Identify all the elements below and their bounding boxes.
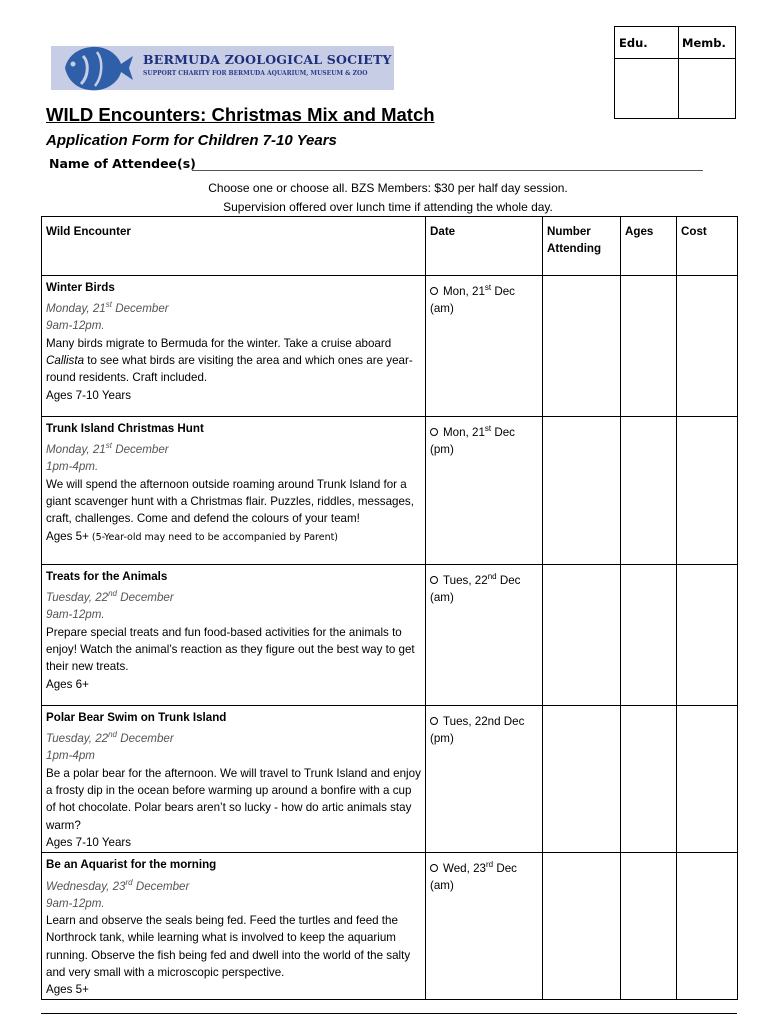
session-date: Tues, 22 [443,573,488,587]
encounter-row [42,276,738,417]
cost-cell[interactable] [677,417,738,565]
radio-circle-icon[interactable] [430,864,438,872]
session-option[interactable] [430,420,538,441]
encounter-ages-text: Ages 5+ [46,983,89,997]
encounter-time: 9am-12pm. [46,608,105,622]
logo-title: BERMUDA ZOOLOGICAL SOCIETY [143,52,392,67]
cost-cell[interactable] [677,706,738,853]
session-option[interactable] [430,568,538,589]
cost-cell[interactable] [677,565,738,706]
encounter-time: 1pm-4pm. [46,460,99,474]
col-header-number-line2: Attending [547,242,602,256]
encounter-day [46,437,421,458]
radio-circle-icon[interactable] [430,717,438,725]
session-date-month: Dec [493,862,517,876]
office-use-box [614,26,736,119]
encounter-day [46,874,421,895]
number-attending-cell[interactable] [543,565,621,706]
encounter-ages-text: Ages 6+ [46,677,89,691]
encounter-description [46,912,421,981]
encounter-details [42,276,426,417]
number-attending-cell[interactable] [543,706,621,853]
encounter-description-text: Be a polar bear for the afternoon. We will travel to Trunk Island and enjoy a frosty dip in the ocean before warming up around a bonfire with a cup of hot chocolate. Polar bears aren’t so lucky - how do artic animals stay warm? [46,766,421,832]
session-date-month: Dec [496,573,521,587]
encounter-ages-text: Ages 7-10 Years [46,388,132,402]
encounter-day-suffix: nd [108,730,117,740]
ages-cell[interactable] [621,417,677,565]
edu-column [615,27,679,118]
session-option[interactable] [430,856,538,877]
radio-circle-icon[interactable] [430,287,438,295]
session-date-suffix: rd [485,860,494,870]
encounter-date-cell [426,276,543,417]
encounter-day-text: Tuesday, 22 [46,732,109,746]
encounter-day-text: Monday, 21 [46,443,106,457]
radio-circle-icon[interactable] [430,576,438,584]
angelfish-logo-icon [59,42,135,94]
encounter-ages [46,676,421,694]
session-period: (pm) [430,443,454,457]
table-header-row [42,217,738,276]
encounter-day-month: December [111,443,169,457]
encounter-day-month: December [132,879,190,893]
encounter-time: 9am-12pm. [46,319,105,333]
ages-cell[interactable] [621,706,677,853]
radio-circle-icon[interactable] [430,428,438,436]
encounter-day-month: December [111,302,169,316]
ages-cell[interactable] [621,565,677,706]
encounter-day [46,585,421,606]
encounter-ages [46,981,421,999]
encounter-row [42,853,738,1000]
encounter-date-cell [426,706,543,853]
encounter-ages [46,387,421,405]
session-date-suffix: st [484,424,492,433]
ages-cell[interactable] [621,276,677,417]
page-subtitle: Application Form for Children 7-10 Years [46,132,337,149]
col-header-encounter: Wild Encounter [42,217,426,276]
encounter-time: 1pm-4pm [46,749,95,763]
encounter-day-suffix: st [105,300,112,310]
encounter-description-emphasis: Callista [46,354,85,368]
encounter-title: Polar Bear Swim on Trunk Island [46,711,227,724]
encounter-day-suffix: nd [108,589,117,599]
encounter-description-text: Prepare special treats and fun food-based activities for the animals to enjoy! Watch the animal’s reaction as they figure out the best way to get their new treats. [46,625,415,674]
encounter-date-cell [426,565,543,706]
edu-label: Edu. [615,27,678,59]
encounter-ages-text: Ages 5+ [46,529,89,543]
encounter-description-text: Learn and observe the seals being fed. Feed the turtles and feed the Northrock tank, while learning what is involved to keep the aquarium running. Observe the fish being fed and dwell into the world of the salty and very small with a microscopic perspective. [46,913,411,979]
encounter-day-text: Wednesday, 23 [46,879,126,893]
encounter-date-cell [426,417,543,565]
encounter-day [46,726,421,747]
encounter-details [42,853,426,1000]
session-date-month: Dec [491,284,515,298]
encounter-day-text: Monday, 21 [46,302,106,316]
encounter-day-month: December [117,591,174,605]
memb-column [678,27,735,118]
encounter-description [46,335,421,387]
session-period: (am) [430,302,454,316]
session-period: (am) [430,879,454,893]
encounter-day-month: December [117,732,174,746]
attendee-name-label: Name of Attendee(s) [49,156,196,171]
page-title: WILD Encounters: Christmas Mix and Match [46,104,435,125]
col-header-cost: Cost [677,217,738,276]
session-option[interactable] [430,709,538,730]
encounter-title: Be an Aquarist for the morning [46,858,217,872]
encounter-date-cell [426,853,543,1000]
encounter-day-text: Tuesday, 22 [46,591,109,605]
session-period: (pm) [430,732,454,746]
col-header-ages: Ages [621,217,677,276]
encounter-row [42,417,738,565]
encounter-description [46,476,421,528]
encounter-details [42,417,426,565]
encounter-title: Treats for the Animals [46,570,168,583]
session-period: (am) [430,591,454,605]
encounter-description [46,624,421,676]
cost-cell[interactable] [677,853,738,1000]
encounter-ages [46,528,421,546]
encounter-description [46,765,421,834]
encounter-description-text: We will spend the afternoon outside roaming around Trunk Island for a giant scavenger hunt with a Christmas flair. Puzzles, riddles, messages, craft, challenges. Come and defend the colours of your team! [46,477,414,526]
encounter-description-text-cont: to see what birds are visiting the area and which ones are year-round residents. Craft included. [46,354,413,385]
col-header-number [543,217,621,276]
logo-subtitle: SUPPORT CHARITY FOR BERMUDA AQUARIUM, MUSEUM & ZOO [143,70,368,77]
encounters-table [41,216,738,1000]
session-date: Mon, 21 [443,425,485,439]
encounter-row [42,706,738,853]
session-date: Mon, 21 [443,284,485,298]
pricing-info: Choose one or choose all. BZS Members: $30 per half day session. [208,181,568,195]
encounter-ages [46,834,421,852]
encounter-row [42,565,738,706]
encounter-day-suffix: st [105,441,112,451]
number-attending-cell[interactable] [543,417,621,565]
session-date-suffix: st [484,283,492,292]
memb-label: Memb. [678,27,735,59]
encounter-description-text: Many birds migrate to Bermuda for the winter. Take a cruise aboard [46,336,392,350]
session-date: Wed, 23 [443,862,486,876]
session-date: Tues, 22nd Dec [443,714,525,728]
cost-cell[interactable] [677,276,738,417]
encounter-day-suffix: rd [125,877,133,887]
encounter-day [46,296,421,317]
attendee-name-field[interactable] [192,170,703,171]
number-attending-cell[interactable] [543,276,621,417]
supervision-info: Supervision offered over lunch time if attending the whole day. [223,200,553,214]
session-option[interactable] [430,279,538,300]
col-header-number-line1: Number [547,225,591,238]
encounter-ages-text: Ages 7-10 Years [46,835,132,849]
encounter-title: Winter Birds [46,281,115,294]
encounter-details [42,565,426,706]
session-date-suffix: nd [487,572,497,581]
ages-cell[interactable] [621,853,677,1000]
session-date-month: Dec [491,425,515,439]
page-bottom-rule [41,1013,737,1014]
encounter-ages-note: (5-Year-old may need to be accompanied by Parent) [88,531,339,543]
col-header-date: Date [426,217,543,276]
bzs-logo [51,46,394,90]
encounter-details [42,706,426,853]
number-attending-cell[interactable] [543,853,621,1000]
encounter-time: 9am-12pm. [46,896,105,910]
encounter-title: Trunk Island Christmas Hunt [46,422,204,435]
